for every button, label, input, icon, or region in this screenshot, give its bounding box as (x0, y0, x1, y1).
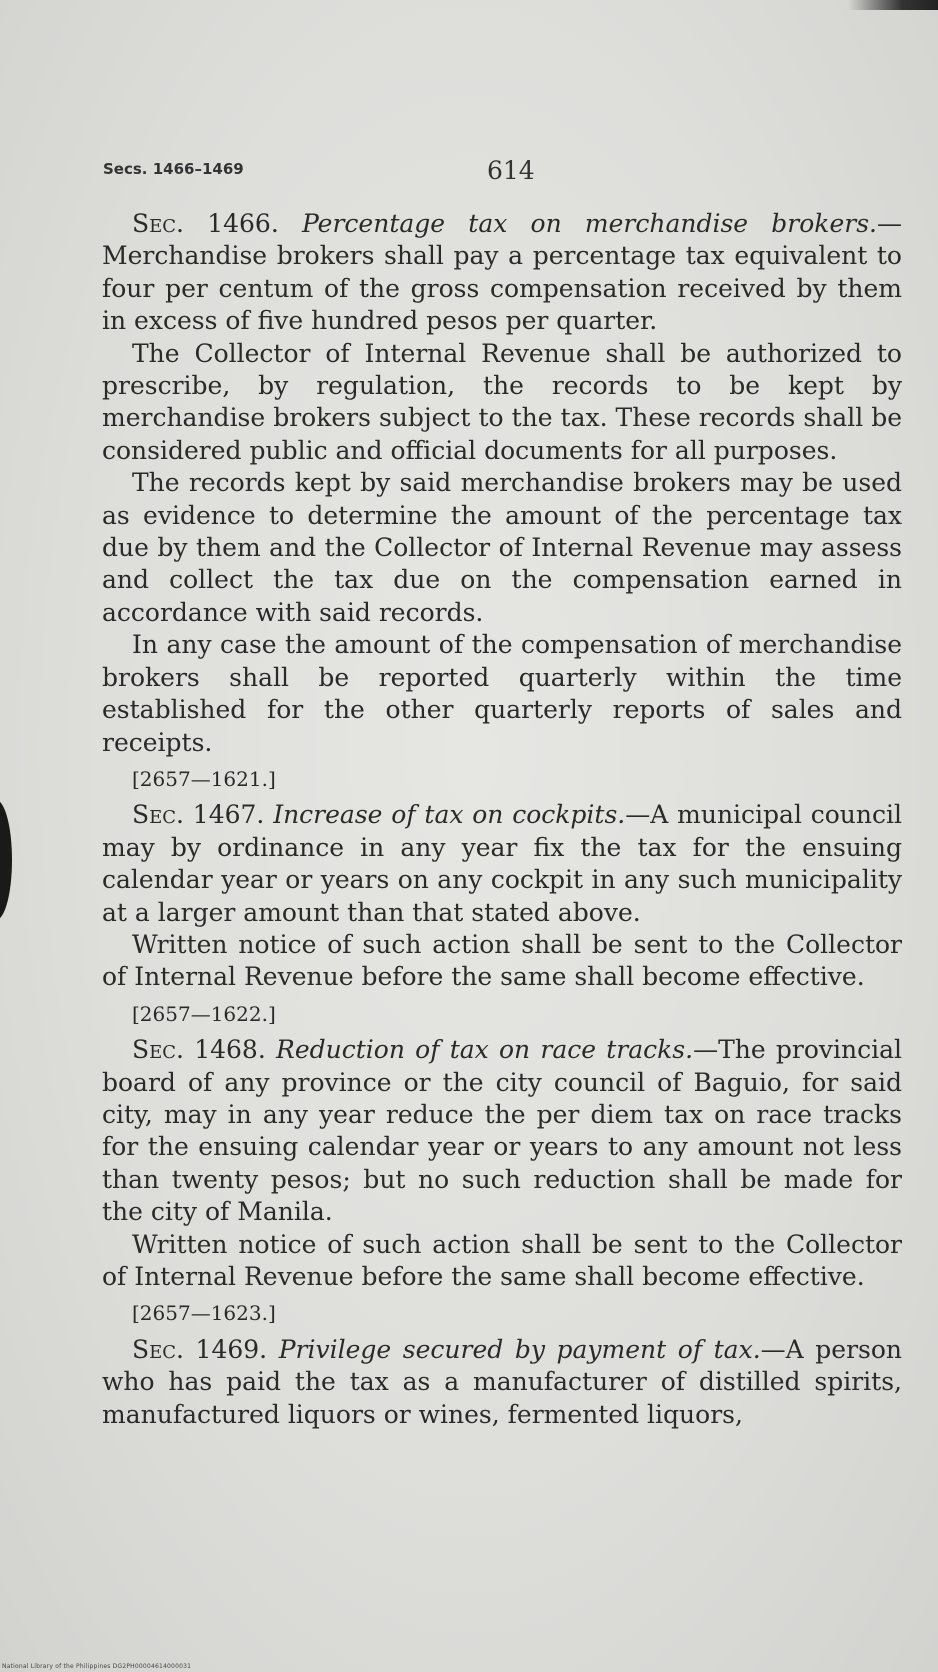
section-title: Percentage tax on merchandise brokers. (301, 209, 877, 238)
running-head: Secs. 1466–1469 (103, 160, 244, 178)
paragraph-text: —Merchandise brokers shall pay a percentage tax equivalent to four per centum of the gross compensation received by them in excess of five hundred pesos per quarter. (102, 209, 902, 336)
section-label: Sec. 1469. (132, 1334, 268, 1364)
section-1466-para-3: The records kept by said merchandise brokers may be used as evidence to determine the amount of the percentage tax due by them and the Collector of Internal Revenue may assess and collect the tax due on the compensation earned in accordance with said records. (102, 468, 902, 627)
section-label: Sec. 1467. (132, 800, 265, 830)
section-label: Sec. 1466. (132, 209, 279, 238)
section-1467-para-2: Written notice of such action shall be sent to the Collector of Internal Revenue before the same shall become effective. (102, 929, 902, 992)
section-1468-para-2: Written notice of such action shall be sent to the Collector of Internal Revenue before the same shall become effective. (102, 1229, 902, 1291)
section-1467-para-1 (102, 799, 902, 929)
paragraph-text: —A person who has paid the tax as a manufacturer of distilled spirits, manufactured liquors or wines, fermented liquors, (102, 1334, 902, 1429)
scan-corner-mark (848, 0, 938, 10)
section-title: Increase of tax on cockpits. (273, 800, 626, 830)
section-1468-citation: [2657—1623.] (132, 1301, 276, 1326)
scan-credit: National Library of the Philippines DG2PH00004614000031 (2, 1663, 192, 1670)
section-label: Sec. 1468. (132, 1035, 266, 1065)
section-1466-para-1 (102, 208, 902, 338)
section-1466-citation: [2657—1621.] (132, 766, 276, 791)
section-1467-citation: [2657—1622.] (132, 1001, 276, 1026)
paragraph-text: —A municipal council may by ordinance in any year fix the tax for the ensuing calendar year or years on any cockpit in any such municipality at a larger amount than that stated above. (102, 800, 903, 927)
section-title: Reduction of tax on race tracks. (276, 1035, 694, 1065)
section-1466-para-2: The Collector of Internal Revenue shall be authorized to prescribe, by regulation, the records to be kept by merchandise brokers subject to the tax. These records shall be considered public and official documents for all purposes. (102, 338, 902, 465)
scan-binding-shadow (0, 800, 12, 920)
section-1469-para-1 (102, 1334, 902, 1431)
body-text (102, 208, 902, 1431)
section-title: Privilege secured by payment of tax. (278, 1334, 761, 1364)
section-1466-para-4: In any case the amount of the compensation of merchandise brokers shall be reported quarterly within the time established for the other quarterly reports of sales and receipts. (102, 630, 902, 757)
page-number: 614 (487, 156, 535, 185)
section-1468-para-1 (102, 1034, 902, 1228)
paragraph-text: —The provincial board of any province or the city council of Baguio, for said city, may in any year reduce the per diem tax on race tracks for the ensuing calendar year or years to any amount not less than twenty pesos; but no such reduction shall be made for the city of Manila. (102, 1035, 902, 1227)
